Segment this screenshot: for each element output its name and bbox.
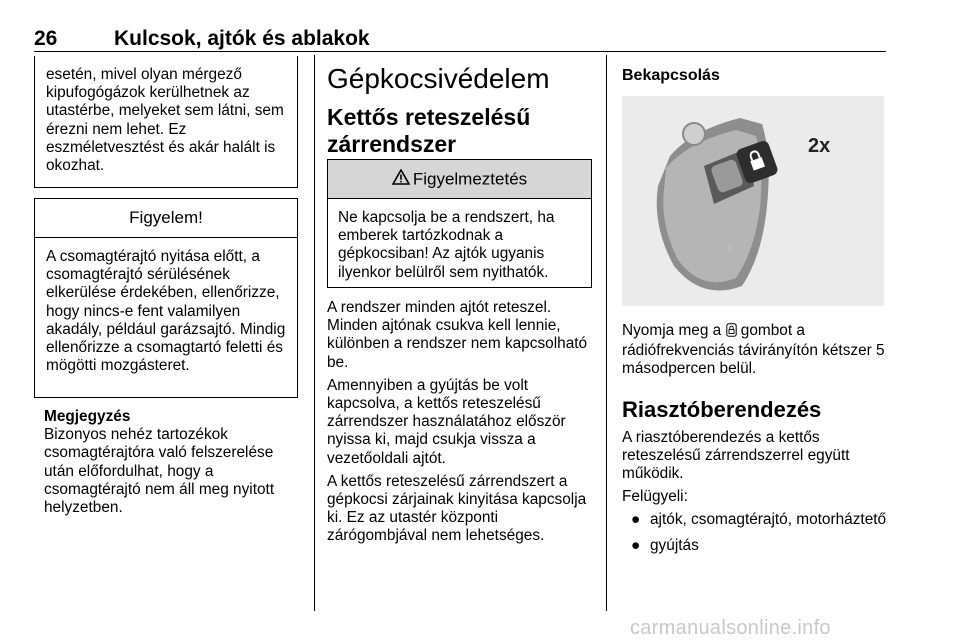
warning-text: Ne kapcsolja be a rendszert, ha emberek tartózkodnak a gépkocsiban! Az ajtók ugyanis ilyenkor belülről sem nyithatók. [338,209,555,281]
caution-text: A csomagtérajtó nyitása előtt, a csomagtérajtó sérülésének elkerülése érdekében, ellenőrizze, hogy nincs-e fent valamilyen akadály, például garázsajtó. Mindig ellenőrizze a csomagtartó feletti és mögötti mozgásteret. [46,248,286,375]
body-paragraph: Amennyiben a gyújtás be volt kapcsolva, a kettős reteszelésű zárrendszer használatához először nyissa ki, majd csukja vissza a vezetőoldali ajtót. [327,376,566,467]
monitors-label: Felügyeli: [622,488,688,506]
page-header-title: Kulcsok, ajtók és ablakok [114,27,370,50]
key-fob-illustration [622,96,884,306]
continued-warning-box [34,56,298,188]
warning-box [327,159,592,288]
caution-box [34,198,298,398]
warning-triangle-icon [392,161,410,199]
warning-header [328,160,591,199]
list-item [622,511,888,529]
section-title: Gépkocsivédelem [327,63,550,94]
note [44,408,298,517]
instruction-pre: Nyomja meg a [622,322,722,339]
alarm-title: Riasztóberendezés [622,396,822,422]
list-item-text: gyújtás [650,536,699,554]
subheading-activation: Bekapcsolás [622,67,720,84]
lock-icon [726,323,737,342]
watermark: carmanualsonline.info [630,617,831,639]
monitored-items-list [622,511,888,554]
page-number: 26 [34,27,58,50]
continued-warning-text: esetén, mivel olyan mérgező kipufogógázok kerülhetnek az utastérbe, melyeket sem látni, sem érezni nem lehet. Ez eszméletvesztést és akár halált is okozhat. [46,66,284,175]
caution-title: Figyelem! [35,199,297,238]
bullet-icon: ● [631,536,641,554]
key-ring-hole [683,123,705,145]
instruction-text [622,322,888,379]
svg-text:~: ~ [721,240,740,255]
body-paragraph: A rendszer minden ajtót reteszel. Minden ajtónak csukva kell lennie, különben a rendszer nem kapcsolható be. [327,299,588,371]
note-text: Bizonyos nehéz tartozékok csomagtérajtóra való felszerelése után előfordulhat, hogy a csomagtérajtó nem áll meg nyitott helyzetben. [44,426,275,517]
instruction-post: gombot a rádiófrekvenciás távirányítón kétszer 5 másodpercen belül. [622,322,885,378]
column-divider-2 [606,55,607,611]
list-item-text: ajtók, csomagtérajtó, motorháztető [650,511,887,529]
header-rule [34,51,886,52]
warning-title: Figyelmeztetés [412,169,528,189]
alarm-text: A riasztóberendezés a kettős reteszelésű zárrendszerrel együtt működik. [622,428,850,483]
activation-heading [622,67,884,85]
list-item [622,537,888,555]
note-title: Megjegyzés [44,408,131,425]
body-paragraph: A kettős reteszelésű zárrendszert a gépkocsi zárjainak kinyitása kapcsolja ki. Ez az utastér központi zárógombjával nem lehetséges. [327,472,587,545]
subsection-title: Kettős reteszelésű zárrendszer [327,104,531,157]
press-count-label: 2x [808,135,831,157]
col3-body [622,322,888,555]
column-divider-1 [314,55,315,611]
bullet-icon: ● [631,511,641,529]
col2-body [327,299,589,546]
section-heading-block [327,63,592,158]
